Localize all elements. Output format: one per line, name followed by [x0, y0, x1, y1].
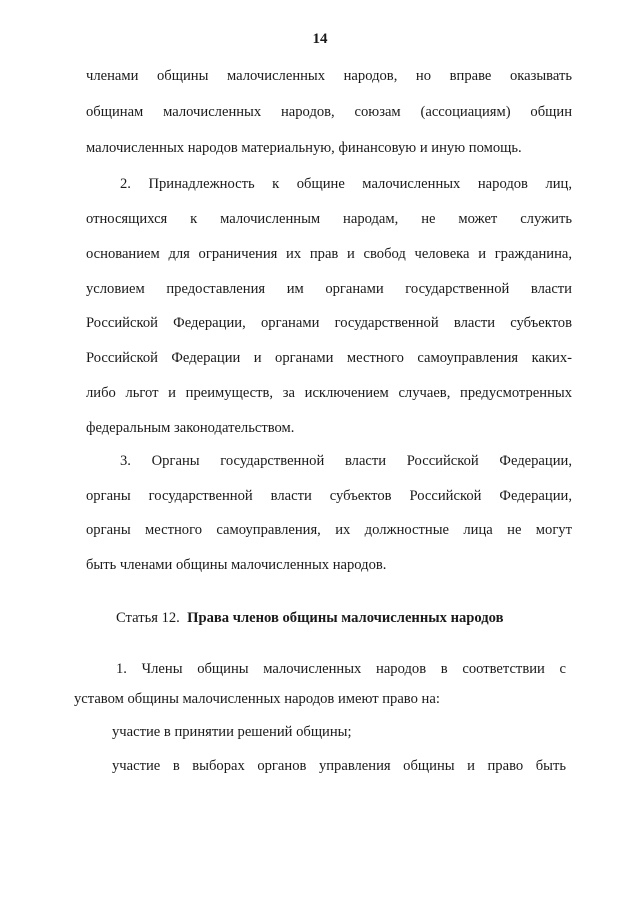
text-line: общинам малочисленных народов, союзам (ассоциациям) общин — [86, 104, 572, 120]
text-line: Российской Федерации, органами государственной власти субъектов — [86, 315, 572, 331]
text-line: либо льгот и преимуществ, за исключением случаев, предусмотренных — [86, 385, 572, 401]
article-title: Права членов общины малочисленных народов — [187, 610, 504, 626]
text-line: условием предоставления им органами государственной власти — [86, 281, 572, 297]
list-item: участие в принятии решений общины; — [112, 724, 352, 740]
text-line: органы местного самоуправления, их должностные лица не могут — [86, 522, 572, 538]
text-line: федеральным законодательством. — [86, 420, 295, 436]
article-number: Статья 12. — [116, 610, 180, 626]
article-paragraph-first-line: 1. Члены общины малочисленных народов в соответствии с — [116, 661, 566, 677]
text-line: уставом общины малочисленных народов имеют право на: — [74, 691, 440, 707]
page-number: 14 — [312, 31, 328, 47]
text-line: членами общины малочисленных народов, но вправе оказывать — [86, 68, 572, 84]
paragraph-2-first-line: 2. Принадлежность к общине малочисленных народов лиц, — [120, 176, 572, 192]
text-line: быть членами общины малочисленных народов. — [86, 557, 387, 573]
text-line: малочисленных народов материальную, финансовую и иную помощь. — [86, 140, 522, 156]
text-line: органы государственной власти субъектов Российской Федерации, — [86, 488, 572, 504]
article-heading — [116, 609, 503, 627]
paragraph-3-first-line: 3. Органы государственной власти Российской Федерации, — [120, 453, 572, 469]
list-item: участие в выборах органов управления общины и право быть — [112, 758, 566, 774]
text-line: относящихся к малочисленным народам, не может служить — [86, 211, 572, 227]
text-line: основанием для ограничения их прав и свобод человека и гражданина, — [86, 246, 572, 262]
text-line: Российской Федерации и органами местного самоуправления каких- — [86, 350, 572, 366]
